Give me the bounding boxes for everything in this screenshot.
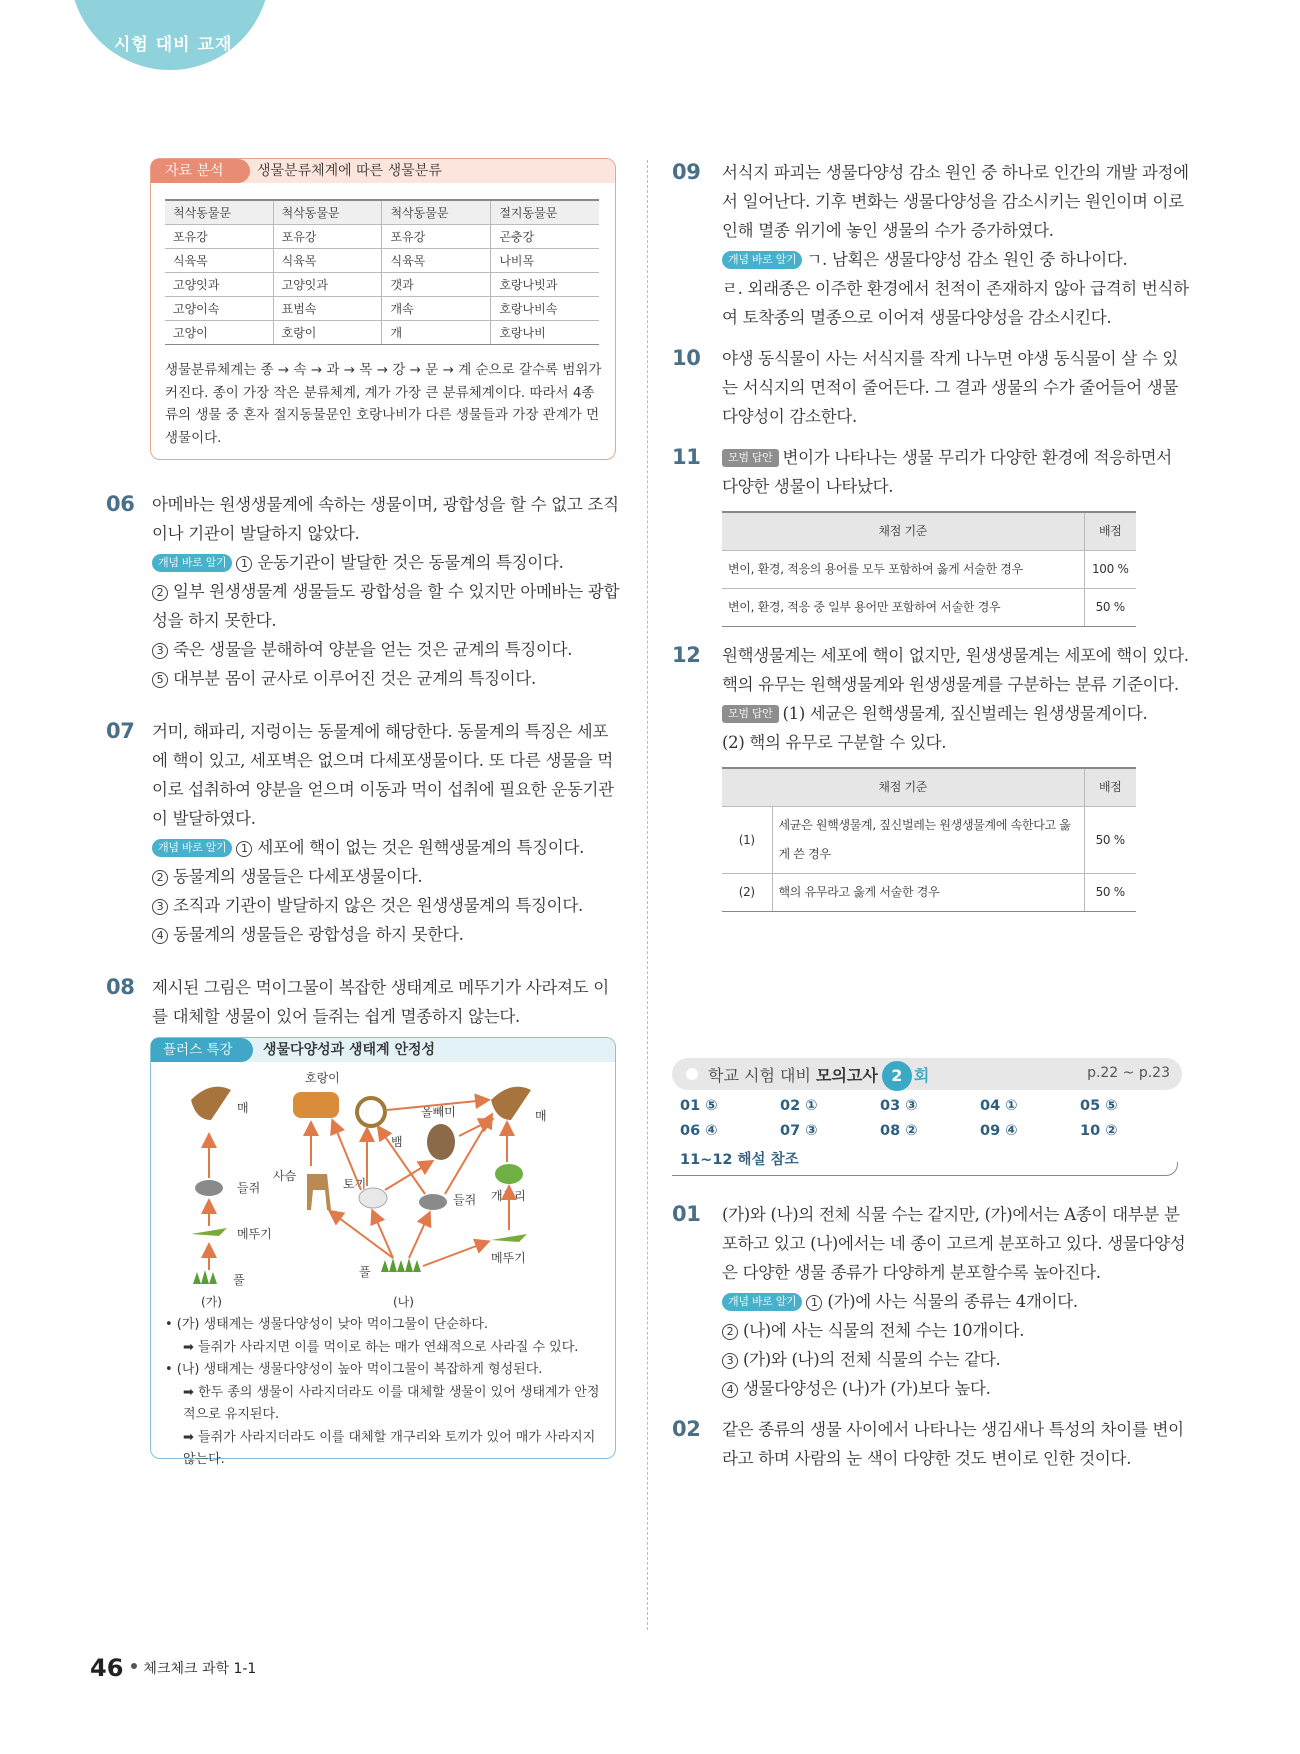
explanation-item: 운동기관이 발달한 것은 동물계의 특징이다. <box>257 553 564 572</box>
mouse-icon <box>195 1180 223 1196</box>
answer-key <box>680 1098 1180 1169</box>
deer-label: 사슴 <box>273 1169 297 1183</box>
answer-08 <box>90 973 620 1031</box>
table-cell: (2) <box>722 874 772 912</box>
choice-number: 1 <box>236 556 252 572</box>
answer-key-item: 09 ④ <box>980 1123 1018 1139</box>
answer-row <box>680 1098 1180 1123</box>
table-row <box>165 321 599 345</box>
answer-key-item: 10 ② <box>1080 1123 1118 1139</box>
right-column <box>672 158 1192 1473</box>
mock-exam-name: 모의고사 <box>816 1066 878 1085</box>
food-web-arrow <box>459 1120 491 1136</box>
mouse-label: 들쥐 <box>453 1193 477 1207</box>
classification-table <box>165 199 599 345</box>
model-answer-badge: 모범 답안 <box>722 449 779 467</box>
bullet-item: ➡ 들쥐가 사라지더라도 이를 대체할 개구리와 토끼가 있어 매가 사라지지 않는다. <box>183 1429 596 1467</box>
bullet-item: • (가) 생태계는 생물다양성이 낮아 먹이그물이 단순하다. <box>165 1317 489 1332</box>
source-explanation: 생물분류체계는 종 → 속 → 과 → 목 → 강 → 문 → 계 순으로 갈수록 범위가 커진다. 종이 가장 작은 분류체계, 계가 가장 큰 분류체계이다. 따라서 4종류의 생물 중 혼자 절지동물문인 호랑나비가 다른 생물들과 가장 관계가 먼 생물이다. <box>165 362 602 446</box>
table-cell: 50 % <box>1084 589 1136 627</box>
answer-10 <box>672 344 1192 431</box>
page-number: 46 <box>90 1654 124 1682</box>
table-row <box>722 551 1136 589</box>
table-cell: 나비목 <box>491 249 599 273</box>
model-answer-1: (1) 세균은 원핵생물계, 짚신벌레는 원생생물계이다. <box>782 704 1148 723</box>
answer-12 <box>672 641 1192 912</box>
answer-text: 제시된 그림은 먹이그물이 복잡한 생태계로 메뚜기가 사라져도 이를 대체할 생물이 있어 들쥐는 쉽게 멸종하지 않는다. <box>152 978 609 1026</box>
plus-title: 생물다양성과 생태계 안정성 <box>263 1042 436 1058</box>
answer-key-item: 06 ④ <box>680 1123 718 1139</box>
tiger-label: 호랑이 <box>305 1071 340 1085</box>
table-header: 절지동물문 <box>491 200 599 225</box>
food-web-a <box>191 1087 272 1309</box>
answer-06 <box>90 490 620 693</box>
food-web-arrow <box>423 1242 487 1266</box>
mock-answer-02 <box>672 1415 1192 1473</box>
source-title: 생물분류체계에 따른 생물분류 <box>257 163 442 179</box>
mock-answer-01 <box>672 1200 1192 1403</box>
answer-11 <box>672 443 1192 627</box>
question-number: 01 <box>672 1202 701 1226</box>
deer-icon <box>307 1174 331 1210</box>
explanation-item: ㄹ. 외래종은 이주한 환경에서 천적이 존재하지 않아 급격히 번식하여 토착종의 멸종으로 이어져 생물다양성을 감소시킨다. <box>722 279 1189 327</box>
table-cell: 세균은 원핵생물계, 짚신벌레는 원생생물계에 속한다고 옳게 쓴 경우 <box>772 807 1084 874</box>
explanation-item: (나)에 사는 식물의 전체 수는 10개이다. <box>742 1321 1025 1340</box>
left-column <box>90 158 620 1467</box>
table-header: 채점 기준 <box>722 512 1084 551</box>
table-cell: 50 % <box>1084 874 1136 912</box>
owl-label: 올빼미 <box>421 1105 456 1119</box>
question-number: 12 <box>672 643 701 667</box>
bullet-item: ➡ 한두 종의 생물이 사라지더라도 이를 대체할 생물이 있어 생태계가 안정적으로 유지된다. <box>183 1384 600 1422</box>
grass-label: 풀 <box>233 1273 245 1287</box>
plus-lecture-box <box>150 1037 616 1467</box>
answer-text: 원핵생물계는 세포에 핵이 없지만, 원생생물계는 세포에 핵이 있다. 핵의 유무는 원핵생물계와 원생생물계를 구분하는 분류 기준이다. <box>722 646 1189 694</box>
table-cell: 포유강 <box>273 225 382 249</box>
table-row <box>165 249 599 273</box>
concept-badge: 개념 바로 알기 <box>722 251 802 269</box>
choice-number: 3 <box>152 899 168 915</box>
owl-icon <box>427 1124 455 1160</box>
choice-number: 2 <box>152 870 168 886</box>
grading-table <box>722 511 1136 627</box>
table-row <box>722 874 1136 912</box>
answer-07 <box>90 717 620 949</box>
table-header: 척삭동물문 <box>165 200 273 225</box>
table-cell: 식육목 <box>165 249 273 273</box>
explanation-item: (가)에 사는 식물의 종류는 4개이다. <box>827 1292 1078 1311</box>
hawk-icon <box>191 1087 231 1120</box>
rabbit-label: 토끼 <box>343 1177 367 1191</box>
mock-exam-border <box>672 1162 1178 1176</box>
explanation-item: 죽은 생물을 분해하여 양분을 얻는 것은 균계의 특징이다. <box>172 640 573 659</box>
plus-badge: 플러스 특강 <box>151 1038 253 1062</box>
question-number: 09 <box>672 160 701 184</box>
book-title: 체크체크 과학 1-1 <box>143 1661 257 1677</box>
web-a-label: (가) <box>201 1295 222 1309</box>
snake-label: 뱀 <box>391 1135 403 1149</box>
grasshopper-label: 메뚜기 <box>237 1227 272 1241</box>
answer-key-item: 05 ⑤ <box>1080 1098 1118 1114</box>
choice-number: 3 <box>152 643 168 659</box>
table-header: 배점 <box>1084 768 1136 807</box>
table-cell: 호랑나비 <box>491 321 599 345</box>
rabbit-icon <box>359 1188 387 1208</box>
explanation-item: 동물계의 생물들은 광합성을 하지 못한다. <box>172 925 464 944</box>
explanation-item: (가)와 (나)의 전체 식물의 수는 같다. <box>742 1350 1001 1369</box>
table-row <box>165 225 599 249</box>
explanation-item: 동물계의 생물들은 다세포생물이다. <box>172 867 423 886</box>
bullet-item: • (나) 생태계는 생물다양성이 높아 먹이그물이 복잡하게 형성된다. <box>165 1362 543 1377</box>
question-number: 02 <box>672 1417 701 1441</box>
answer-key-item: 04 ① <box>980 1098 1018 1114</box>
question-number: 11 <box>672 445 701 469</box>
table-cell: 개속 <box>382 297 491 321</box>
mock-exam-suffix: 회 <box>913 1066 930 1085</box>
food-web-arrows <box>311 1100 509 1266</box>
explanation-item: 세포에 핵이 없는 것은 원핵생물계의 특징이다. <box>257 838 585 857</box>
answer-text: (가)와 (나)의 전체 식물 수는 같지만, (가)에서는 A종이 대부분 분포하고 있고 (나)에서는 네 종이 고르게 분포하고 있다. 생물다양성은 다양한 생물 종류가 다양하게 분포할수록 높아진다. <box>722 1205 1186 1282</box>
source-analysis-box <box>150 158 616 460</box>
tiger-icon <box>293 1092 339 1118</box>
mock-exam-title <box>708 1063 929 1091</box>
table-header: 척삭동물문 <box>273 200 382 225</box>
mock-exam-pages: p.22 ~ p.23 <box>1087 1065 1170 1081</box>
table-cell: 호랑나빗과 <box>491 273 599 297</box>
food-web-diagram <box>161 1070 607 1310</box>
grasshopper-icon <box>191 1228 227 1236</box>
question-number: 06 <box>106 492 135 516</box>
question-number: 08 <box>106 975 135 999</box>
table-cell: 표범속 <box>273 297 382 321</box>
answer-key-item: 03 ③ <box>880 1098 918 1114</box>
table-cell: 핵의 유무라고 옳게 서술한 경우 <box>772 874 1084 912</box>
table-cell: (1) <box>722 807 772 874</box>
concept-badge: 개념 바로 알기 <box>152 839 232 857</box>
grasshopper-icon <box>491 1234 527 1242</box>
explanation-item: ㄱ. 남획은 생물다양성 감소 원인 중 하나이다. <box>806 250 1128 269</box>
answer-key-item: 07 ③ <box>780 1123 818 1139</box>
hawk-label: 매 <box>237 1101 249 1115</box>
answer-text: 서식지 파괴는 생물다양성 감소 원인 중 하나로 인간의 개발 과정에서 일어난다. 기후 변화는 생물다양성을 감소시키는 원인이며 이로 인해 멸종 위기에 놓인 생물의 수가 증가하였다. <box>722 163 1189 240</box>
frog-icon <box>495 1164 523 1184</box>
page-footer <box>90 1654 256 1682</box>
source-badge: 자료 분석 <box>151 159 250 183</box>
table-row <box>165 273 599 297</box>
answer-key-item: 08 ② <box>880 1123 918 1139</box>
table-cell: 갯과 <box>382 273 491 297</box>
table-cell: 곤충강 <box>491 225 599 249</box>
table-cell: 변이, 환경, 적응의 용어를 모두 포함하여 옳게 서술한 경우 <box>722 551 1084 589</box>
choice-number: 2 <box>152 585 168 601</box>
plus-bullets <box>165 1314 605 1472</box>
question-number: 10 <box>672 346 701 370</box>
table-cell: 식육목 <box>273 249 382 273</box>
grasshopper-label: 메뚜기 <box>491 1251 526 1265</box>
table-cell: 고양이속 <box>165 297 273 321</box>
table-cell: 개 <box>382 321 491 345</box>
table-header: 척삭동물문 <box>382 200 491 225</box>
model-answer-2: (2) 핵의 유무로 구분할 수 있다. <box>722 733 947 752</box>
table-cell: 포유강 <box>165 225 273 249</box>
grass-label: 풀 <box>359 1265 371 1279</box>
food-web-b <box>273 1070 547 1309</box>
answer-text: 야생 동식물이 사는 서식지를 작게 나누면 야생 동식물이 살 수 있는 서식지의 면적이 줄어든다. 그 결과 생물의 수가 줄어들어 생물다양성이 감소한다. <box>722 349 1179 426</box>
food-web-arrow <box>385 1162 431 1190</box>
answer-row <box>680 1123 1180 1148</box>
explanation-item: 일부 원생생물계 생물들도 광합성을 할 수 있지만 아메바는 광합성을 하지 못한다. <box>152 582 620 630</box>
bullet-item: ➡ 들쥐가 사라지면 이를 먹이로 하는 매가 연쇄적으로 사라질 수 있다. <box>183 1339 579 1355</box>
mock-exam-round: 2 <box>882 1061 912 1091</box>
table-cell: 100 % <box>1084 551 1136 589</box>
explanation-item: 생물다양성은 (나)가 (가)보다 높다. <box>742 1379 991 1398</box>
concept-badge: 개념 바로 알기 <box>722 1293 802 1311</box>
explanation-item: 조직과 기관이 발달하지 않은 것은 원생생물계의 특징이다. <box>172 896 583 915</box>
table-row <box>722 807 1136 874</box>
table-cell: 고양이 <box>165 321 273 345</box>
choice-number: 1 <box>806 1295 822 1311</box>
food-web-arrow <box>445 1116 491 1194</box>
food-web-arrow <box>409 1214 429 1258</box>
corner-label: 시험 대비 교재 <box>114 35 233 55</box>
choice-number: 5 <box>152 672 168 688</box>
mouse-icon <box>419 1194 447 1210</box>
hawk-label: 매 <box>535 1109 547 1123</box>
table-cell: 변이, 환경, 적응 중 일부 용어만 포함하여 서술한 경우 <box>722 589 1084 627</box>
table-row <box>165 297 599 321</box>
table-cell: 호랑이 <box>273 321 382 345</box>
mock-exam-prefix: 학교 시험 대비 <box>708 1066 811 1085</box>
concept-badge: 개념 바로 알기 <box>152 554 232 572</box>
grass-icon <box>193 1270 217 1284</box>
mock-exam-box <box>672 1058 1182 1174</box>
grading-table <box>722 767 1136 912</box>
column-divider <box>647 160 648 1630</box>
answer-09 <box>672 158 1192 332</box>
grass-icon <box>381 1258 421 1272</box>
web-b-label: (나) <box>393 1295 414 1309</box>
choice-number: 1 <box>236 841 252 857</box>
table-header: 채점 기준 <box>722 768 1084 807</box>
question-number: 07 <box>106 719 135 743</box>
answer-key-reference: 11~12 해설 참조 <box>680 1152 799 1168</box>
choice-number: 3 <box>722 1353 738 1369</box>
explanation-item: 대부분 몸이 균사로 이루어진 것은 균계의 특징이다. <box>172 669 536 688</box>
table-cell: 고양잇과 <box>273 273 382 297</box>
table-cell: 호랑나비속 <box>491 297 599 321</box>
answer-text: 거미, 해파리, 지렁이는 동물계에 해당한다. 동물계의 특징은 세포에 핵이 있고, 세포벽은 없으며 다세포생물이다. 또 다른 생물을 먹이로 섭취하여 양분을 얻으며 이동과 먹이 섭취에 필요한 운동기관이 발달하였다. <box>152 722 614 828</box>
snake-icon <box>357 1098 385 1126</box>
bullet-dot-icon <box>686 1068 698 1080</box>
choice-number: 4 <box>722 1382 738 1398</box>
choice-number: 2 <box>722 1324 738 1340</box>
table-cell: 포유강 <box>382 225 491 249</box>
table-row <box>722 589 1136 627</box>
table-cell: 50 % <box>1084 807 1136 874</box>
answer-key-item: 02 ① <box>780 1098 818 1114</box>
mouse-label: 들쥐 <box>237 1181 261 1195</box>
hawk-icon <box>491 1087 531 1120</box>
answer-text: 같은 종류의 생물 사이에서 나타나는 생김새나 특성의 차이를 변이라고 하며 사람의 눈 색이 다양한 것도 변이로 인한 것이다. <box>722 1420 1184 1468</box>
table-cell: 식육목 <box>382 249 491 273</box>
table-header: 배점 <box>1084 512 1136 551</box>
answer-text: 아메바는 원생생물계에 속하는 생물이며, 광합성을 할 수 없고 조직이나 기관이 발달하지 않았다. <box>152 495 619 543</box>
answer-text: 변이가 나타나는 생물 무리가 다양한 환경에 적응하면서 다양한 생물이 나타났다. <box>722 448 1172 496</box>
model-answer-badge: 모범 답안 <box>722 705 779 723</box>
table-cell: 고양잇과 <box>165 273 273 297</box>
frog-label: 개구리 <box>491 1189 526 1203</box>
footer-dot-icon <box>131 1663 137 1669</box>
choice-number: 4 <box>152 928 168 944</box>
answer-key-item: 01 ⑤ <box>680 1098 718 1114</box>
